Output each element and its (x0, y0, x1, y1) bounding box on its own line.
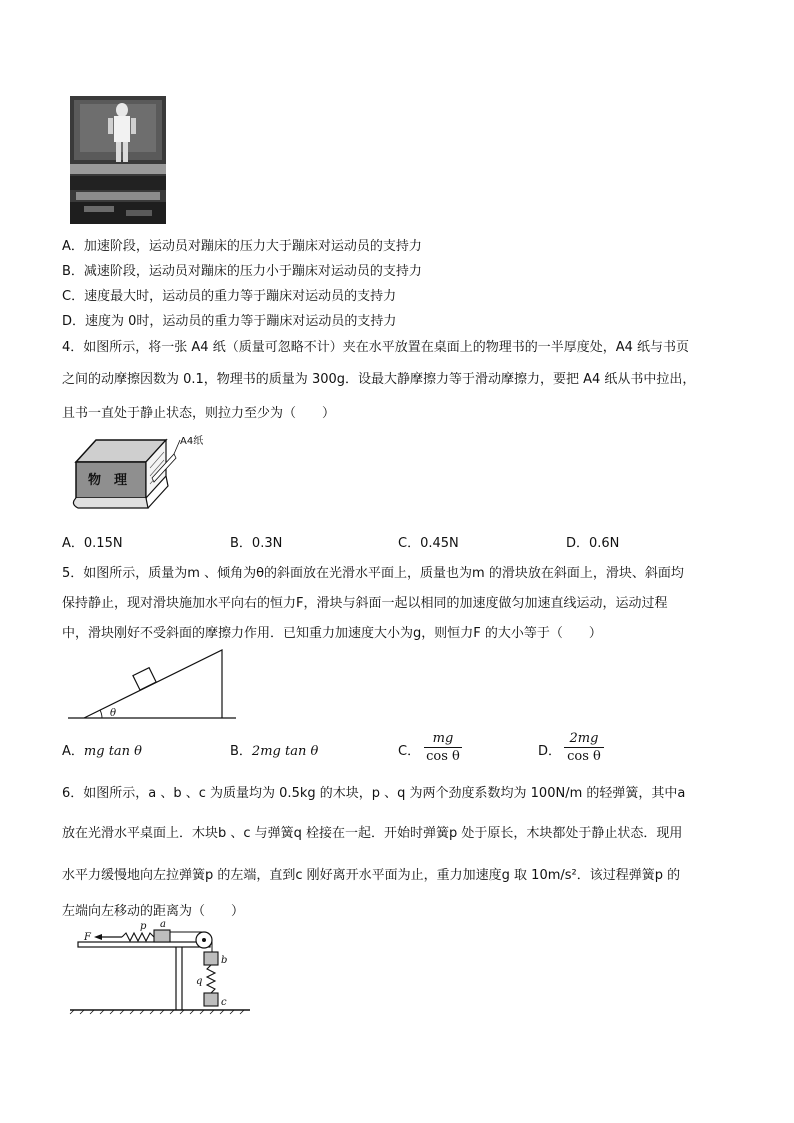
q4-option-a: A．0.15N (62, 536, 123, 551)
q4-option-d: D．0.6N (566, 536, 620, 551)
q5-option-b (230, 740, 318, 759)
q5-line-3: 中，滑块刚好不受斜面的摩擦力作用．已知重力加速度大小为g，则恒力F 的大小等于（ ） (62, 626, 602, 641)
block-a (154, 930, 170, 942)
a4-paper-label: A4纸 (180, 436, 204, 447)
incline-figure (68, 646, 248, 721)
angle-theta-label: θ (110, 708, 117, 719)
block-c (204, 993, 218, 1006)
q6-line-3: 水平力缓慢地向左拉弹簧p 的左端，直到c 刚好离开水平面为止，重力加速度g 取 10m/s²．该过程弹簧p 的 (62, 868, 681, 883)
book-title-label: 物 理 (88, 473, 128, 488)
q5-option-b-prefix: B． (230, 744, 252, 759)
q5-option-a-prefix: A． (62, 744, 84, 759)
q5-option-b-expr: 2mg tan θ (251, 744, 319, 759)
q3-option-a: A．加速阶段，运动员对蹦床的压力大于蹦床对运动员的支持力 (62, 239, 422, 254)
block-b (204, 952, 218, 965)
q6-line-4: 左端向左移动的距离为（ ） (62, 904, 245, 919)
q3-option-d: D．速度为 0时，运动员的重力等于蹦床对运动员的支持力 (62, 314, 397, 329)
block-b-label: b (221, 955, 228, 966)
slider-block (133, 668, 156, 690)
q4-option-b: B．0.3N (230, 536, 283, 551)
q5-option-a (62, 740, 142, 759)
spring-block-figure (70, 918, 270, 1013)
q4-line-3: 且书一直处于静止状态，则拉力至少为（ ） (62, 406, 336, 421)
q4-option-c: C．0.45N (398, 536, 459, 551)
q3-option-b: B．减速阶段，运动员对蹦床的压力小于蹦床对运动员的支持力 (62, 264, 422, 279)
q3-option-c: C．速度最大时，运动员的重力等于蹦床对运动员的支持力 (62, 289, 397, 304)
q5-option-a-expr: mg tan θ (83, 744, 142, 759)
spring-p-label: p (140, 921, 147, 932)
force-f-label: F (84, 932, 91, 943)
q5-option-d-prefix: D． (538, 744, 562, 759)
q5-option-c-prefix: C． (398, 744, 421, 759)
spring-q-label: q (196, 976, 203, 987)
q4-line-1: 4．如图所示，将一张 A4 纸（质量可忽略不计）夹在水平放置在桌面上的物理书的一半厚度处，A4 纸与书页 (62, 340, 689, 355)
q6-line-2: 放在光滑水平桌面上．木块b 、c 与弹簧q 栓接在一起．开始时弹簧p 处于原长，木块都处于静止状态．现用 (62, 826, 683, 841)
block-c-label: c (221, 997, 227, 1008)
block-a-label: a (160, 919, 166, 930)
q5-option-c-denominator: cos θ (426, 749, 460, 764)
q5-line-2: 保持静止，现对滑块施加水平向右的恒力F，滑块与斜面一起以相同的加速度做匀加速直线运动，运动过程 (62, 596, 668, 611)
q5-option-c-fraction (424, 731, 462, 764)
q4-line-2: 之间的动摩擦因数为 0.1，物理书的质量为 300g．设最大静摩擦力等于滑动摩擦力，要把 A4 纸从书中拉出， (62, 372, 696, 387)
q5-option-c-numerator: mg (432, 731, 454, 746)
book-figure (66, 432, 206, 517)
q5-option-d-numerator: 2mg (569, 731, 599, 746)
trampoline-photo (70, 96, 166, 224)
q5-option-d-fraction (564, 731, 604, 764)
q5-option-d-denominator: cos θ (567, 749, 601, 764)
q6-line-1: 6．如图所示，a 、b 、c 为质量均为 0.5kg 的木块，p 、q 为两个劲度系数均为 100N/m 的轻弹簧，其中a (62, 786, 686, 801)
q5-line-1: 5．如图所示，质量为m 、倾角为θ的斜面放在光滑水平面上，质量也为m 的滑块放在斜面上，滑块、斜面均 (62, 566, 684, 581)
